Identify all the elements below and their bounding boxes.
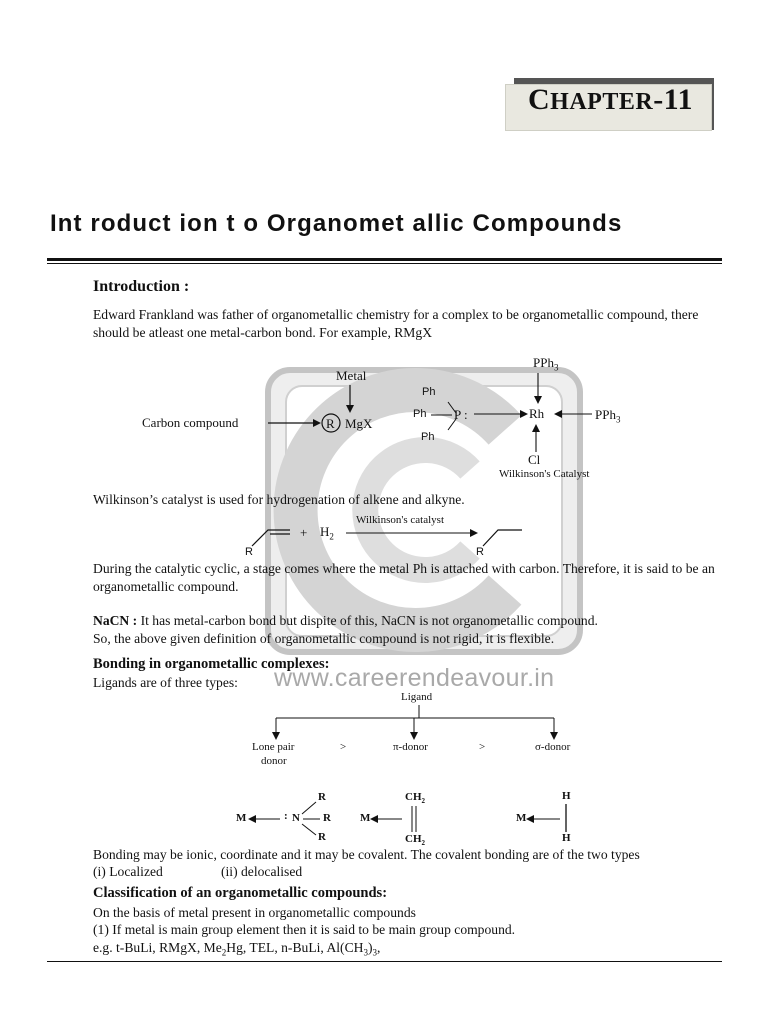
ch2-bottom-text: CH — [405, 833, 422, 845]
catalytic-paragraph: During the catalytic cyclic, a stage comes where the metal Ph is attached with carbon. Therefore, it is said to be an organometallic compound. — [93, 561, 715, 594]
pph3-right-text: PPh — [595, 407, 616, 422]
h-bottom: H — [562, 832, 571, 844]
ch2-top-text: CH — [405, 791, 422, 803]
label-wilkinson-catalyst: Wilkinson's Catalyst — [499, 468, 590, 480]
pph3-right-sub: 3 — [615, 414, 621, 425]
classification-line1: On the basis of metal present in organometallic compounds — [93, 905, 416, 920]
lone-pair-label-1: Lone pair — [252, 741, 295, 753]
sigma-donor-label: σ-donor — [535, 741, 571, 753]
chapter-number: -11 — [653, 83, 694, 116]
pi-donor-label: π-donor — [393, 741, 428, 753]
eg-sub3: 3 — [363, 947, 368, 958]
lone-pair-label-2: donor — [261, 755, 287, 767]
eg-close: ) — [367, 940, 373, 955]
gt-2: > — [479, 741, 486, 753]
label-ph-left: Ph — [413, 408, 427, 420]
label-p: P : — [454, 407, 468, 422]
alkene-ch2-bottom — [405, 833, 425, 847]
pph3-top-sub: 3 — [553, 362, 559, 373]
amine-n: N — [292, 812, 300, 824]
label-r: R — [326, 416, 335, 431]
ligand-root: Ligand — [401, 691, 433, 703]
footer-rule — [47, 961, 722, 962]
ch2-top-sub: 2 — [421, 797, 425, 806]
wilkinson-usage-line: Wilkinson’s catalyst is used for hydrogenation of alkene and alkyne. — [93, 492, 465, 507]
definition-line: So, the above given definition of organometallic compound is not rigid, it is flexible. — [93, 631, 555, 646]
type-localized: (i) Localized — [93, 864, 163, 879]
eg-end: , — [377, 940, 381, 955]
h-top: H — [562, 790, 571, 802]
gt-1: > — [340, 741, 347, 753]
ch2-bottom-sub: 2 — [421, 839, 425, 848]
reaction-catalyst-label: Wilkinson's catalyst — [356, 514, 444, 526]
chapter-prefix-big: C — [528, 83, 551, 116]
eg-part2: Hg, TEL, n-BuLi, Al(CH — [226, 940, 364, 955]
h2-text: H — [320, 524, 330, 539]
label-carbon-compound: Carbon compound — [142, 415, 239, 430]
eg-part1: e.g. t-BuLi, RMgX, Me — [93, 940, 222, 955]
product-r: R — [476, 546, 484, 558]
nacn-label: NaCN : — [93, 613, 138, 628]
classification-examples — [93, 940, 380, 958]
eg-sub3b: 3 — [372, 947, 377, 958]
nacn-text: It has metal-carbon bond but dispite of this, NaCN is not organometallic compound. — [137, 613, 598, 628]
chapter-prefix-small: HAPTER — [550, 89, 654, 115]
amine-r-bottom: R — [318, 831, 326, 843]
label-rh: Rh — [529, 406, 545, 421]
amine-m: M — [236, 812, 247, 824]
reactant-r: R — [245, 546, 253, 558]
classification-line2: (1) If metal is main group element then it is said to be main group compound. — [93, 922, 516, 937]
label-ph-top: Ph — [422, 386, 436, 398]
classification-heading: Classification of an organometallic compounds: — [93, 885, 388, 901]
label-metal: Metal — [336, 368, 367, 383]
ligands-line: Ligands are of three types: — [93, 675, 238, 690]
h2-sub: 2 — [329, 531, 334, 542]
amine-colon: : — [284, 810, 288, 822]
alkene-ch2-top — [405, 791, 425, 805]
watermark-url: www.careerendeavour.in — [274, 664, 555, 692]
label-cl: Cl — [528, 452, 541, 467]
label-mgx: MgX — [345, 416, 373, 431]
page-title: Int roduct ion t o Organomet allic Compounds — [50, 210, 623, 237]
type-delocalised: (ii) delocalised — [221, 864, 303, 879]
h2-m: M — [516, 812, 527, 824]
label-ph-bottom: Ph — [421, 431, 435, 443]
bonding-heading: Bonding in organometallic complexes: — [93, 656, 330, 672]
eg-sub2: 2 — [221, 947, 227, 958]
reaction-plus: + — [300, 525, 308, 540]
amine-r-mid: R — [323, 812, 331, 824]
bonding-types-line: Bonding may be ionic, coordinate and it may be covalent. The covalent bonding are of the two types — [93, 847, 640, 862]
pph3-top-text: PPh — [533, 355, 554, 370]
intro-heading: Introduction : — [93, 278, 190, 295]
intro-paragraph: Edward Frankland was father of organometallic chemistry for a complex to be organometallic compound, there should be atleast one metal-carbon bond. For example, RMgX — [93, 307, 699, 340]
alkene-m: M — [360, 812, 371, 824]
amine-r-top: R — [318, 791, 326, 803]
